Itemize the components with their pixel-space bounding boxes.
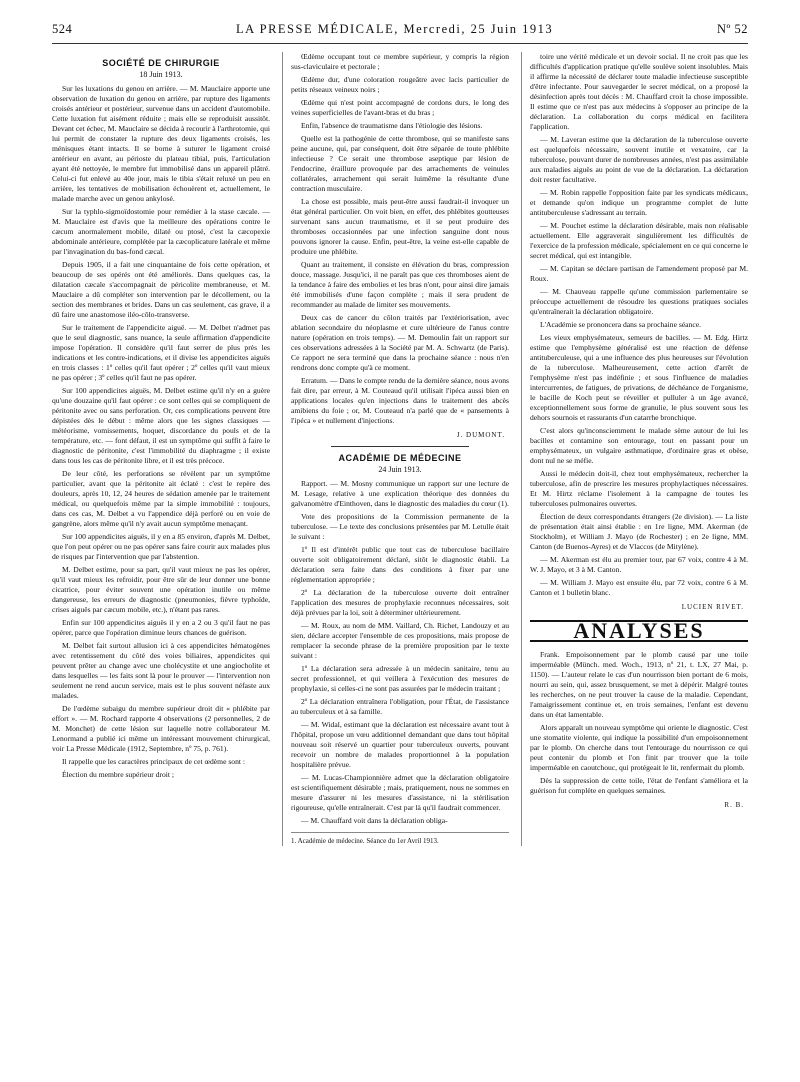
column-1 xyxy=(52,52,270,846)
signature: LUCIEN RIVET. xyxy=(681,603,744,611)
paragraph: 1º La déclaration sera adressée à un médecin sanitaire, tenu au secret professionnel, et qui veillera à l'exécution des mesures de prophylaxie, si celles-ci ne sont pas assurées par le médecin traitant ; xyxy=(291,664,509,693)
paragraph: L'Académie se prononcera dans sa prochaine séance. xyxy=(540,320,701,329)
paragraph: 1º Il est d'intérêt public que tout cas de tuberculose bacillaire ouverte soit obligatoirement déclaré, sitôt le diagnostic établi. La déclaration sera faite dans des conditions à fixer par une réglementation appropriée ; xyxy=(291,545,509,584)
paragraph: Enfin, l'absence de traumatisme dans l'étiologie des lésions. xyxy=(301,121,483,130)
paragraph: C'est alors qu'inconsciemment le malade sème autour de lui les bacilles et contamine son entourage, tout en passant pour un emphysémateux, un vulgaire asthmatique, d'ordinaire gras et obèse, dont nul ne se méfie. xyxy=(530,426,748,465)
paragraph: La chose est possible, mais peut-être aussi faudrait-il invoquer un état général particulier. On voit bien, en effet, des phlébites goutteuses survenant sans aucun traumatisme, et il se peut produire des thromboses occasionnées par une infection sanguine dont nous pouvons ignorer la cause. Enfin, peut-être, la veine est-elle capable de produire une phlébite. xyxy=(291,197,509,256)
paragraph: Quelle est la pathogénie de cette thrombose, qui se manifeste sans peine aucune, qui, par conséquent, doit être séparée de toute phlébite infectieuse ? Ce serait une thrombose aseptique par lésion de l'endocrine, éraillure provoquée par des arrachements de veinules collatérales, arrachement qui serait luimême la résultante d'une contraction musculaire. xyxy=(291,134,509,193)
paragraph: — M. Laveran estime que la déclaration de la tuberculose ouverte est quelquefois nécessaire, souvent inutile et vexatoire, car la tuberculose, pouvant durer de nombreuses années, n'est pas assimilable aux maladies aiguës au point de vue de la déclaration. La déclaration doit rester facultative. xyxy=(530,135,748,184)
signature: R. B. xyxy=(724,801,744,809)
column-2 xyxy=(282,52,509,846)
paragraph: Alors apparaît un nouveau symptôme qui oriente le diagnostic. C'est une stomatite violente, qui indique la possibilité d'un empoisonnement par le plomb. On cherche dans tout l'entourage du nourrisson ce qui peut contenir du plomb et l'on finit par trouver que la toile imperméable en caoutchouc, qui protégeait le lit, renfermait du plomb. xyxy=(530,723,748,772)
paragraph: Rapport. — M. Mosny communique un rapport sur une lecture de M. Lesage, relative à une explication théorique des données du galvanomètre d'Einthoven, dans le diagnostic des maladies du cœur (1). xyxy=(291,479,509,508)
divider xyxy=(331,446,469,447)
paragraph: — M. Akerman est élu au premier tour, par 67 voix, contre 4 à M. W. J. Mayo, et 3 à M. Canton. xyxy=(530,555,748,574)
column-3 xyxy=(521,52,748,846)
footnote: 1. Académie de médecine. Séance du 1er Avril 1913. xyxy=(291,832,509,846)
paragraph: De l'œdème subaigu du membre supérieur droit dit « phlébite par effort ». — M. Rochard rapporte 4 observations (2 personnelles, 2 de M. Monchet) de cette lésion sur laquelle notre collaborateur M. Lenormand a publié ici même un intéressant mouvement chirurgical, voir La Presse Médicale (1912, Septembre, nº 75, p. 761). xyxy=(52,704,270,753)
paragraph: Sur les luxations du genou en arrière. — M. Mauclaire apporte une observation de luxation du genou en arrière, par rupture des ligaments croisés antérieur et postérieur, survenue dans un accident d'automobile. Cette luxation fut aisément réduite ; mais elle se reproduisit aussitôt. Devant cet échec, M. Mauclaire se décida à recourir à l'arthrotomie, qui lui permit de constater la rupture des deux ligaments croisés, les ménisques étant intacts. Il se borne à suturer le ligament croisé antérieur en avant, au périoste du plateau tibial, puis, l'articulation ayant été nettoyée, le membre fut immobilisé dans un appareil plâtré. Celui-ci fut enlevé au 40e jour, mais le tibia s'était reluxé un peu en arrière, les tentatives de mobilisation échouèrent et, actuellement, le malade marche avec un genou ankylosé. xyxy=(52,84,270,203)
paragraph: Œdème occupant tout ce membre supérieur, y compris la région sus-claviculaire et pectorale ; xyxy=(291,52,509,71)
paragraph: 2º La déclaration de la tuberculose ouverte doit entraîner l'application des mesures de prophylaxie reconnues nécessaires, soit déjà prévues par la loi, soit à déterminer ultérieurement. xyxy=(291,588,509,617)
paragraph: — M. William J. Mayo est ensuite élu, par 72 voix, contre 6 à M. Canton et 1 bulletin blanc. xyxy=(530,578,748,597)
paragraph: Deux cas de cancer du côlon traités par l'extériorisation, avec ablation secondaire du néoplasme et cure ultérieure de l'anus contre nature (opération en trois temps). — M. Demoulin fait un rapport sur ces observations adressées à la Société par M. A. Schwartz (de Paris). Ce rapport ne sera terminé que dans la prochaine séance : nous n'en rendrons donc compte qu'à ce moment. xyxy=(291,313,509,372)
paragraph: Dès la suppression de cette toile, l'état de l'enfant s'améliora et la guérison fut complète en quelques semaines. xyxy=(530,776,748,795)
paragraph: Depuis 1905, il a fait une cinquantaine de fois cette opération, et beaucoup de ses opérés ont été améliorés. Dans quelques cas, la dilatation cæcale s'accompagnait de péricolite membraneuse, et M. Mauclaire a dû compléter son intervention par le décollement, ou la section des membranes et brides. Dans un cas seulement, cas grave, il a dû faire une anastomose iléo-côlo-transverse. xyxy=(52,260,270,319)
paragraph: Élection de deux correspondants étrangers (2e division). — La liste de présentation était ainsi établie : en 1re ligne, MM. Akerman (de Stockholm), et William J. Mayo (de Rochester) ; en 2e ligne, MM. Canton (de Buenos-Ayres) et de Vlaccos (de Mitylène). xyxy=(530,512,748,551)
page-number: 524 xyxy=(52,22,73,36)
section-date: 24 Juin 1913. xyxy=(378,465,422,474)
paragraph: Sur la typhlo-sigmoïdostomie pour remédier à la stase cæcale. — M. Mauclaire est d'avis que la meilleure des opérations contre le cæcum anormalement mobile, dilaté ou ptosé, c'est la cæcopexie abdominale antérieure, complétée par la cæcoplicature latérale et même par l'invagination du bas-fond cæcal. xyxy=(52,207,270,256)
issue-number: Nº 52 xyxy=(716,22,748,36)
paragraph: — M. Widal, estimant que la déclaration est nécessaire avant tout à l'hôpital, propose un vœu additionnel demandant que dans tout hôpital nouveau soit réservé un quartier pour tuberculeux ouverts, pouvant recevoir un nombre de malades proportionnel à la population hospitalière prévue. xyxy=(291,720,509,769)
paragraph: Œdème dur, d'une coloration rougeâtre avec lacis particulier de petits réseaux veineux noirs ; xyxy=(291,75,509,94)
paragraph: — M. Robin rappelle l'opposition faite par les syndicats médicaux, et demande qu'on indique un programme complet de lutte antituberculeuse s'adressant au terrain. xyxy=(530,188,748,217)
paragraph: Erratum. — Dans le compte rendu de la dernière séance, nous avons fait dire, par erreur, à M. Couteaud qu'il utilisait l'ipéca aussi bien en applications locales qu'en injections dans le traitement des abcès amibiens du foie ; or, M. Couteaud n'a parlé que de « pansements à l'ipéca » et nullement d'injections. xyxy=(291,376,509,425)
paragraph: Quant au traitement, il consiste en élévation du bras, compression douce, massage. Jusqu'ici, il ne paraît pas que ces thromboses aient de la tendance à faire des embolies et les bras n'ont, pour ainsi dire jamais été immobilisés d'une façon complète ; mais il sera prudent de recommander au malade de limiter ses mouvements. xyxy=(291,260,509,309)
paragraph: — M. Lucas-Championnière admet que la déclaration obligatoire est scientifiquement désirable ; mais, pratiquement, nous ne sommes en mesure d'assurer ni les mesures d'assistance, ni la stérilisation rigoureuse, qu'elle entraînerait. C'est par là qu'il faudrait commencer. xyxy=(291,773,509,812)
paragraph: Œdème qui n'est point accompagné de cordons durs, le long des veines superficielles de l'avant-bras et du bras ; xyxy=(291,98,509,117)
paragraph: Aussi le médecin doit-il, chez tout emphysémateux, rechercher la tuberculose, afin de prescrire les mesures prophylactiques nécessaires. Et M. Hirtz réclame l'isolement à la campagne de toutes les tuberculoses pulmonaires ouvertes. xyxy=(530,469,748,508)
paragraph: Vote des propositions de la Commission permanente de la tuberculose. — Le texte des conclusions présentées par M. Letulle était le suivant : xyxy=(291,512,509,541)
paragraph: Les vieux emphysémateux, semeurs de bacilles. — M. Edg. Hirtz estime que l'emphysème généralisé est une réaction de défense antituberculeuse, qui a une influence des plus heureuses sur l'évolution de la tuberculose. Malheureusement, cette action d'arrêt de l'emphysème n'est pas indéfinie ; et sous l'influence de maladies intercurrentes, de fatigues, de privations, de déchéance de l'organisme, le bacille de Koch peut se réveiller et pulluler à un âge avancé, exceptionnellement sous forme de granulie, le plus souvent sous les dehors sournois et rassurants d'un catarrhe bronchique. xyxy=(530,333,748,422)
analyses-heading: ANALYSES xyxy=(530,620,748,642)
paragraph: — M. Chauveau rappelle qu'une commission parlementaire se préoccupe actuellement de résoudre les questions pratiques sociales qu'entraînerait la déclaration obligatoire. xyxy=(530,287,748,316)
paragraph: Sur le traitement de l'appendicite aiguë. — M. Delbet n'admet pas que le seul diagnostic, sans nuance, la seule affirmation d'appendicite impose l'opération. Il considère qu'il faut serrer de plus près les indications et les contre-indications, et il divise les appendicites aiguës en trois classes : 1º celles qu'il faut opérer ; 2º celles qu'il vaut mieux ne pas opérer ; 3º celles qu'il faut ne pas opérer. xyxy=(52,323,270,382)
paragraph: — M. Pouchet estime la déclaration désirable, mais non réalisable actuellement. Elle aggraverait singulièrement les difficultés de l'exercice de la profession médicale, spécialement en ce qui concerne le secret médical, qui est intangible. xyxy=(530,221,748,260)
page-header xyxy=(52,22,748,44)
paragraph: Sur 100 appendicites aiguës, il y en a 85 environ, d'après M. Delbet, que l'on peut opérer ou ne pas opérer sans faire courir aux malades plus de risques par l'intervention que par l'abstention. xyxy=(52,532,270,561)
paragraph: Frank. Empoisonnement par le plomb causé par une toile imperméable (Münch. med. Woch., 1913, nº 21, t. LX, 27 Mai, p. 1150). — L'auteur relate le cas d'un nourrisson bien portant de 6 mois, nourri au sein, qui, assez brusquement, se met à dépérir. Malgré toutes les recherches, on ne peut trouver la cause de la maladie. Cependant, l'amaigrissement continue et, en trois semaines, l'enfant est devenu dans un état lamentable. xyxy=(530,650,748,719)
section-title: SOCIÉTÉ DE CHIRURGIE xyxy=(102,58,220,68)
paragraph: — M. Roux, au nom de MM. Vaillard, Ch. Richet, Landouzy et au sien, déclare accepter l'ensemble de ces propositions, mais propose de remplacer la seconde phrase de la première proposition par le texte suivant : xyxy=(291,621,509,660)
paragraph: M. Delbet estime, pour sa part, qu'il vaut mieux ne pas les opérer, qu'il vaut mieux les refroidir, pour être sûr de leur donner une bonne cicatrice, pour éviter souvent une opération inutile ou même dangereuse, les erreurs de diagnostic (pneumonies, fièvre typhoïde, crises aiguës par cæcum mobile, etc.), n'étant pas rares. xyxy=(52,565,270,614)
paragraph: Enfin sur 100 appendicites aiguës il y en a 2 ou 3 qu'il faut ne pas opérer, parce que l'opération diminue leurs chances de guérison. xyxy=(52,618,270,637)
paragraph: — M. Chauffard voit dans la déclaration obliga- xyxy=(301,816,448,825)
paragraph: 2º La déclaration entraînera l'obligation, pour l'État, de l'assistance au tuberculeux et à sa famille. xyxy=(291,697,509,716)
paragraph: Sur 100 appendicites aiguës, M. Delbet estime qu'il n'y en a guère qu'une douzaine qu'il faut opérer : ce sont celles qui se compliquent de péritonite avec ou sans perforation. Or, ces complications peuvent être dépistées dès le début : même alors que les signes classiques — météorisme, vomissements, hoquet, discordance du pouls et de la température, etc. — font défaut, il est un symptôme qui suffit à faire le diagnostic de péritonite, c'est l'immobilité du diaphragme ; il existe dans tous les cas de péritonite libre, et il est très précoce. xyxy=(52,386,270,465)
paragraph: Élection du membre supérieur droit ; xyxy=(62,770,174,779)
signature: J. DUMONT. xyxy=(456,431,505,439)
paragraph: De leur côté, les perforations se révèlent par un symptôme particulier, avant que la péritonite ait éclaté : c'est le repère des douleurs, après 10, 12, 24 heures de sédation amenée par le traitement médical, ou quelquefois même par la simple immobilité : toujours, dans ces cas, M. Delbet a vu l'appendice déjà perforé ou en voie de gangrène, alors même qu'il n'y avait aucun symptôme menaçant. xyxy=(52,469,270,528)
masthead-title: LA PRESSE MÉDICALE, Mercredi, 25 Juin 1913 xyxy=(236,22,554,36)
paragraph: toire une vérité médicale et un devoir social. Il ne croit pas que les difficultés d'application pratique qu'elle soulève soient insolubles. Mais il affirme la nécessité de déclarer toute maladie infectieuse susceptible d'être infectante. Pour sauvegarder le secret médical, on a proposé la désinfection après tout décès : M. Chauffard croit la chose impossible. Il estime que ce n'est pas aux médecins à s'opposer au principe de la déclaration. La collaboration du corps médical en facilitera l'application. xyxy=(530,52,748,131)
section-title: ACADÉMIE DE MÉDECINE xyxy=(338,453,462,463)
section-date: 18 Juin 1913. xyxy=(139,70,183,79)
paragraph: M. Delbet fait surtout allusion ici à ces appendicites hématogènes avec retentissement du côté des voies biliaires, appendicites qui peuvent prêter au change avec une cholécystite et une angiocholite et dans lesquelles — les faits sont là pour le prouver — l'intervention non seulement ne rend aucun service, mais est le plus souvent néfaste aux malades. xyxy=(52,641,270,700)
paragraph: Il rappelle que les caractères principaux de cet œdème sont : xyxy=(62,757,246,766)
paragraph: — M. Capitan se déclare partisan de l'amendement proposé par M. Roux. xyxy=(530,264,748,283)
